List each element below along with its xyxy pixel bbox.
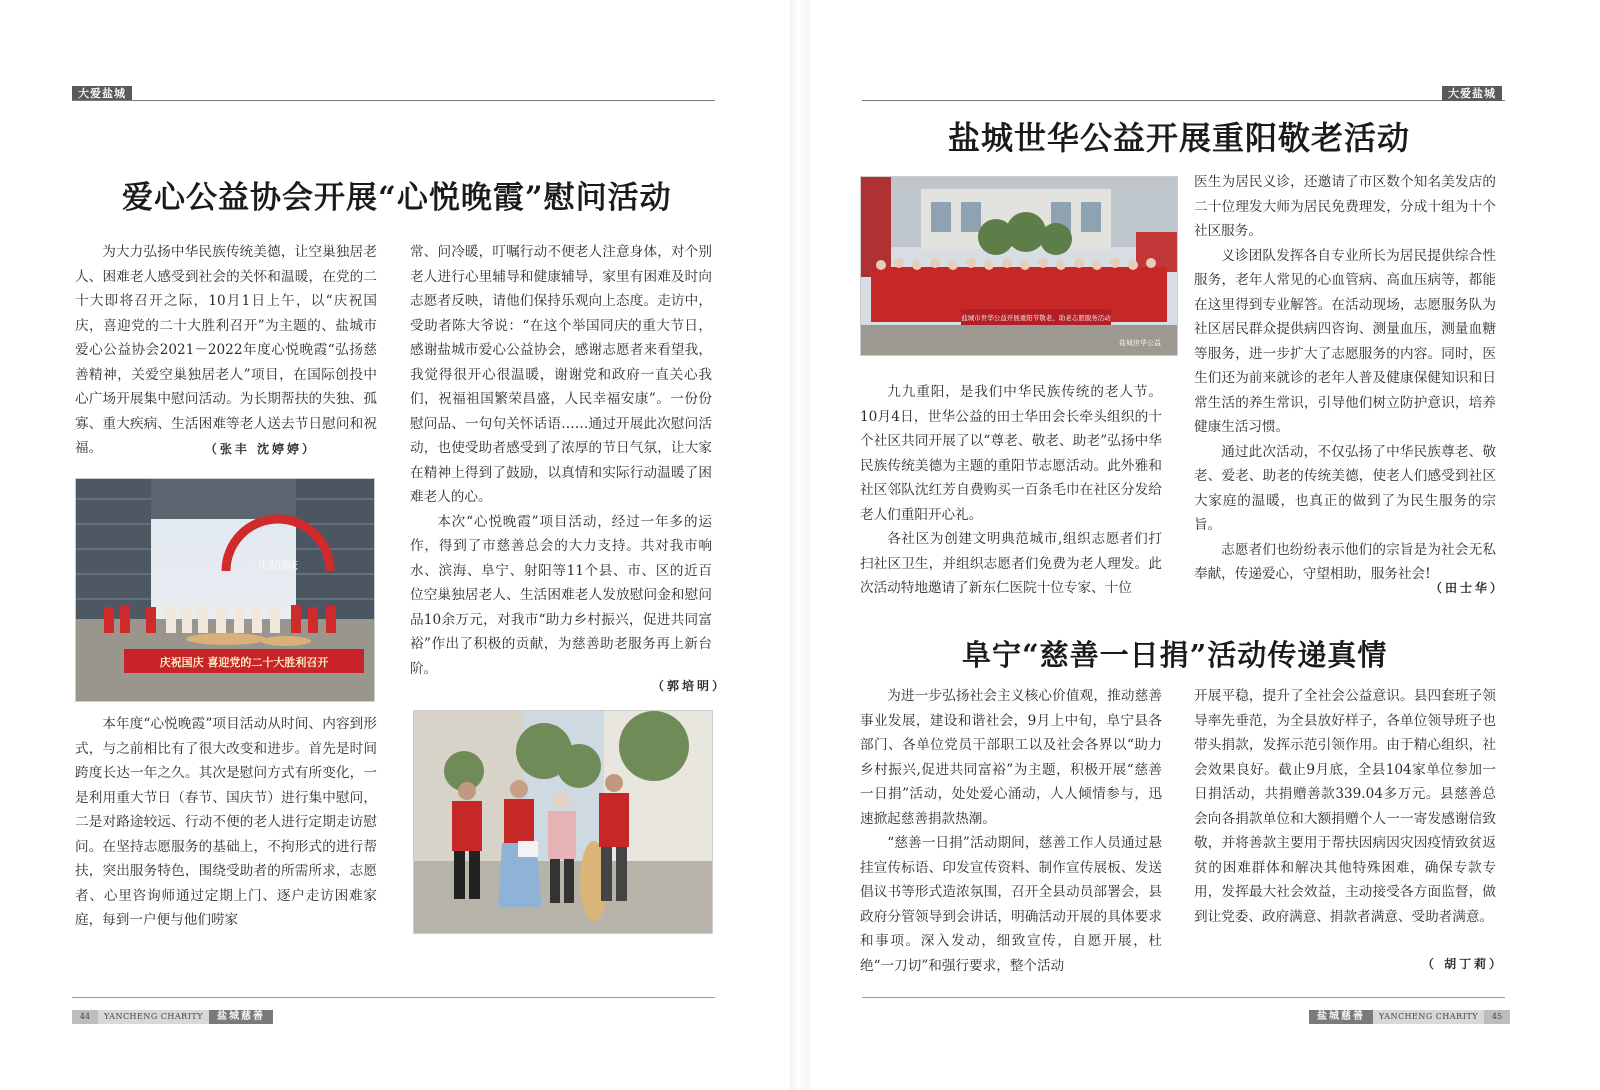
paragraph: “慈善一日捐”活动期间，慈善工作人员通过悬挂宣传标语、印发宣传资料、制作宣传展板、发送倡议书等形式造浓氛围，召开全县动员部署会，县政府分管领导到会讲话，明确活动开展的具体要求和事项。深入发动，细致宣传，自愿开展，杜绝“一刀切”和强行要求，整个活动 xyxy=(860,835,1162,974)
article-column xyxy=(1194,684,1496,929)
byline: （郭培明） xyxy=(652,679,728,693)
byline: （张丰 沈婷婷） xyxy=(204,441,317,456)
photo-banner-text: 盐城市世华公益开展重阳节敬老、助老志愿服务活动 xyxy=(961,314,1111,322)
article-column xyxy=(75,240,377,461)
paragraph: 医生为居民义诊，还邀请了市区数个知名美发店的二十位理发大师为居民免费理发，分成十组为十个社区服务。 xyxy=(1194,174,1496,239)
banner-text: 庆祝国庆 喜迎党的二十大胜利召开 xyxy=(159,656,329,669)
visit-photo xyxy=(413,710,713,934)
group-photo xyxy=(860,176,1178,356)
article-column xyxy=(410,240,712,681)
page-number: 44 xyxy=(72,1010,98,1024)
ceremony-photo xyxy=(75,478,375,702)
photo-watermark: 盐城世华公益 xyxy=(1119,339,1161,347)
ceremony-photo-image xyxy=(76,479,374,701)
footer-bar xyxy=(72,1010,268,1024)
page-gutter xyxy=(790,0,810,1090)
paragraph: 各社区为创建文明典范城市,组织志愿者们打扫社区卫生，并组织志愿者们免费为老人理发。此次活动特地邀请了新东仁医院十位专家、十位 xyxy=(860,531,1162,596)
article-title: 爱心公益协会开展“心悦晚霞”慰问活动 xyxy=(122,180,672,216)
paragraph: 常、问冷暖，叮嘱行动不便老人注意身体，对个别老人进行心里辅导和健康辅导，家里有困难及时向志愿者反映，请他们保持乐观向上态度。走访中，受助者陈大爷说：“在这个举国同庆的重大节日，感谢盐城市爱心公益协会，感谢志愿者来看望我，我觉得很开心很温暖，谢谢党和政府一直关心我们，祝福祖国繁荣昌盛，人民幸福安康”。一份份慰问品、一句句关怀话语……通过开展此次慰问活动，也使受助者感受到了浓厚的节日气氛，让大家在精神上得到了鼓励，以真情和实际行动温暖了困难老人的心。 xyxy=(410,244,712,505)
paragraph: 九九重阳，是我们中华民族传统的老人节。10月4日，世华公益的田士华田会长牵头组织的十个社区共同开展了以“尊老、敬老、助老”弘扬中华民族传统美德为主题的重阳节志愿活动。此外雅和社区邻队沈红芳自费购买一百条毛巾在社区分发给老人们重阳开心礼。 xyxy=(860,384,1162,523)
paragraph: 为进一步弘扬社会主义核心价值观，推动慈善事业发展，建设和谐社会，9月上中旬，阜宁县各部门、各单位党员干部职工以及社会各界以“助力乡村振兴,促进共同富裕”为主题，积极开展“慈善一日捐”活动，处处爱心涌动，人人倾情参与，迅速掀起慈善捐款热潮。 xyxy=(860,688,1162,827)
visit-photo-image xyxy=(414,711,712,933)
paragraph: 为大力弘扬中华民族传统美德，让空巢独居老人、困难老人感受到社会的关怀和温暖，在党的二十大即将召开之际，10月1日上午，以“庆祝国庆，喜迎党的二十大胜利召开”为主题的、盐城市爱心公益协会2021－2022年度心悦晚霞“弘扬慈善精神，关爱空巢独居老人”项目，在国际创投中心广场开展集中慰问活动。为长期帮扶的失独、孤寡、重大疾病、生活困难等老人送去节日慰问和祝福。 xyxy=(75,244,377,456)
footer-rule xyxy=(72,997,715,998)
header-rule xyxy=(72,100,715,101)
article-column xyxy=(75,712,377,933)
section-tag: 大爱盐城 xyxy=(1442,86,1502,101)
article-title: 阜宁“慈善一日捐”活动传递真情 xyxy=(962,638,1388,672)
footer-rule xyxy=(862,997,1505,998)
byline: （田士华） xyxy=(1430,581,1506,595)
paragraph: 开展平稳，提升了全社会公益意识。县四套班子领导率先垂范，为全县放好样子，各单位领导班子也带头捐款，发挥示范引领作用。由于精心组织，社会效果良好。截止9月底，全县104家单位参加一日捐活动，共捐赠善款339.04多万元。县慈善总会向各捐款单位和大额捐赠个人一一寄发感谢信致敬，并将善款主要用于帮扶因病因灾因疫情致贫返贫的困难群体和解决其他特殊困难，确保专款专用，发挥最大社会效益，主动接受各方面监督，做到让党委、政府满意、捐款者满意、受助者满意。 xyxy=(1194,688,1496,925)
header-rule xyxy=(862,100,1505,101)
arch-text: 庆祝国庆 xyxy=(258,561,298,572)
byline: （ 胡丁莉） xyxy=(1422,957,1505,971)
article-column xyxy=(860,380,1162,601)
brand-cn: 盐城慈善 xyxy=(1309,1010,1373,1024)
brand-en: YANCHENG CHARITY xyxy=(104,1012,203,1021)
left-page xyxy=(0,0,790,1090)
brand-en: YANCHENG CHARITY xyxy=(1379,1012,1478,1021)
paragraph: 义诊团队发挥各自专业所长为居民提供综合性服务，老年人常见的心血管病、高血压病等，都能在这里得到专业解答。在活动现场，志愿服务队为社区居民群众提供病四咨询、测量血压，测量血糖等服务，进一步扩大了志愿服务的内容。同时，医生们还为前来就诊的老年人普及健康保健知识和日常生活的养生常识，引导他们树立防护意识，培养健康生活习惯。 xyxy=(1194,247,1496,435)
right-page xyxy=(810,0,1600,1090)
article-column xyxy=(1194,170,1496,587)
article-title: 盐城世华公益开展重阳敬老活动 xyxy=(948,119,1411,157)
brand-cn: 盐城慈善 xyxy=(209,1010,273,1024)
article-column xyxy=(860,684,1162,978)
paragraph: 志愿者们也纷纷表示他们的宗旨是为社会无私奉献，传递爱心，守望相助，服务社会! xyxy=(1194,541,1496,582)
paragraph: 本次“心悦晚霞”项目活动，经过一年多的运作，得到了市慈善总会的大力支持。共对我市响水、滨海、阜宁、射阳等11个县、市、区的近百位空巢独居老人、生活困难老人发放慰问金和慰问品10余万元，对我市“助力乡村振兴，促进共同富裕”作出了积极的贡献，为慈善助老服务再上新台阶。 xyxy=(410,513,712,677)
section-tag: 大爱盐城 xyxy=(72,86,132,101)
footer-bar xyxy=(1309,1010,1505,1024)
page-number: 45 xyxy=(1484,1010,1510,1024)
group-photo-image xyxy=(861,177,1177,355)
paragraph: 本年度“心悦晚霞”项目活动从时间、内容到形式，与之前相比有了很大改变和进步。首先是时间跨度长达一年之久。其次是慰问方式有所变化，一是利用重大节日（春节、国庆节）进行集中慰问，二是对路途较远、行动不便的老人进行定期走访慰问。在坚持志愿服务的基础上，不拘形式的进行帮扶，突出服务特色，围绕受助者的所需所求，志愿者、心里咨询师通过定期上门、逐户走访困难家庭，每到一户便与他们唠家 xyxy=(75,716,377,928)
paragraph: 通过此次活动，不仅弘扬了中华民族尊老、敬老、爱老、助老的传统美德，使老人们感受到社区大家庭的温暖，也真正的做到了为民生服务的宗旨。 xyxy=(1194,443,1496,533)
